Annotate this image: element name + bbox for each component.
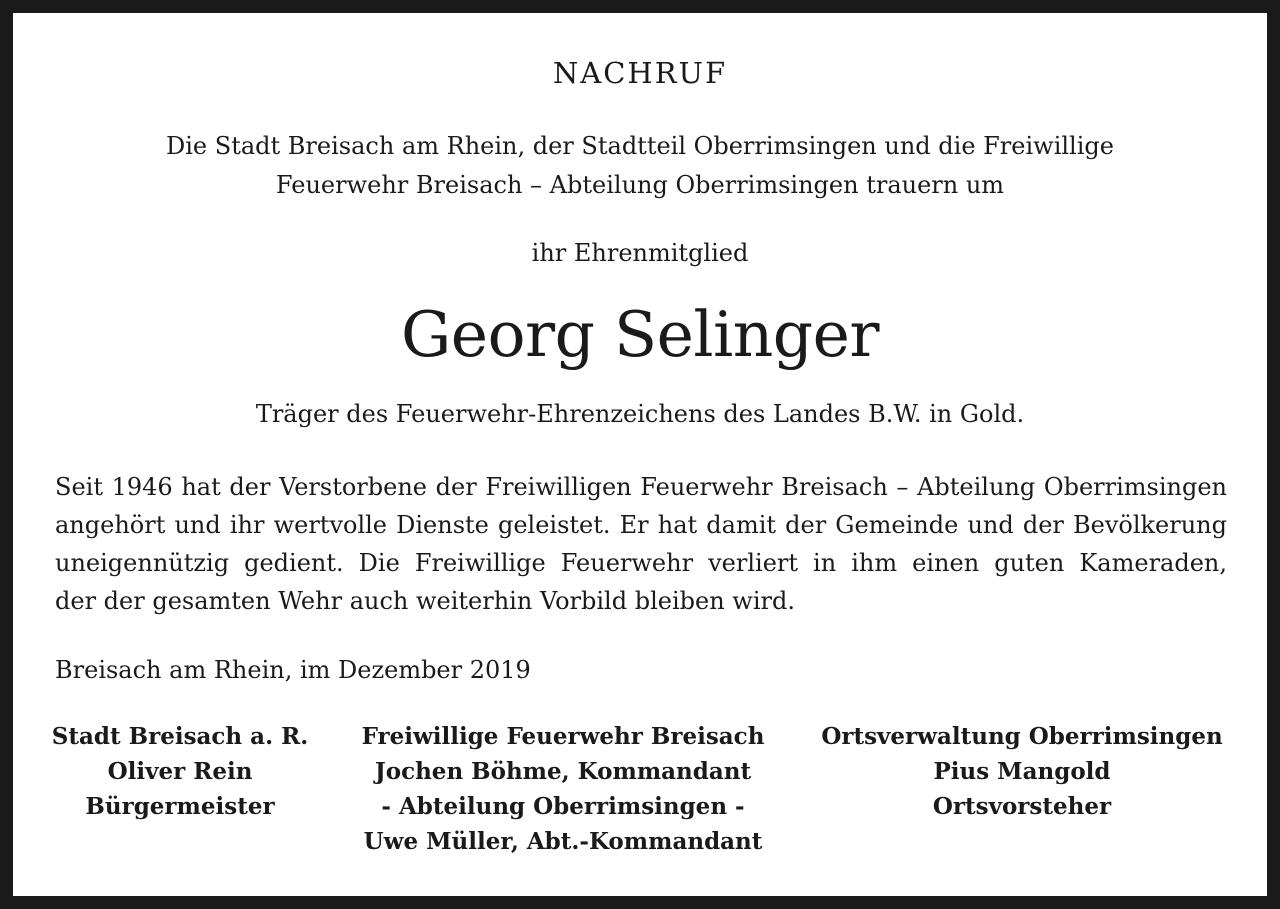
- obituary-notice: [13, 13, 1267, 896]
- signatory-fire-department: [353, 719, 773, 859]
- notice-heading: NACHRUF: [552, 56, 728, 90]
- signatory-line: - Abteilung Oberrimsingen -: [381, 793, 745, 820]
- body-line: uneigennützig gedient. Die Freiwillige Feuerwehr verliert in ihm einen guten Kameraden,: [55, 549, 1227, 577]
- signatory-line: Uwe Müller, Abt.-Kommandant: [363, 828, 763, 855]
- signatory-line: Bürgermeister: [85, 793, 275, 820]
- body-paragraph: [55, 468, 1227, 620]
- signatory-line: Ortsvorsteher: [932, 793, 1112, 820]
- place-date: Breisach am Rhein, im Dezember 2019: [55, 656, 531, 684]
- signatory-line: Pius Mangold: [933, 758, 1111, 785]
- signatory-line: Ortsverwaltung Oberrimsingen: [821, 723, 1223, 750]
- signatory-line: Stadt Breisach a. R.: [51, 723, 309, 750]
- signatory-line: Oliver Rein: [107, 758, 253, 785]
- signatory-line: Jochen Böhme, Kommandant: [374, 758, 752, 785]
- signatory-line: Freiwillige Feuerwehr Breisach: [361, 723, 765, 750]
- intro-line: Feuerwehr Breisach – Abteilung Oberrimsingen trauern um: [275, 171, 1005, 199]
- deceased-name: Georg Selinger: [400, 298, 880, 371]
- honor-line: Träger des Feuerwehr-Ehrenzeichens des Landes B.W. in Gold.: [255, 400, 1025, 428]
- signatory-city: [45, 719, 315, 824]
- body-line: der der gesamten Wehr auch weiterhin Vorbild bleiben wird.: [55, 587, 795, 615]
- body-line: Seit 1946 hat der Verstorbene der Freiwilligen Feuerwehr Breisach – Abteilung Oberrimsingen: [55, 473, 1227, 501]
- body-line: angehört und ihr wertvolle Dienste geleistet. Er hat damit der Gemeinde und der Bevölkerung: [55, 511, 1227, 539]
- intro-line: Die Stadt Breisach am Rhein, der Stadtteil Oberrimsingen und die Freiwillige: [166, 132, 1114, 160]
- signatory-local-administration: [813, 719, 1231, 824]
- intro-text: [13, 127, 1267, 205]
- member-role: ihr Ehrenmitglied: [531, 239, 749, 267]
